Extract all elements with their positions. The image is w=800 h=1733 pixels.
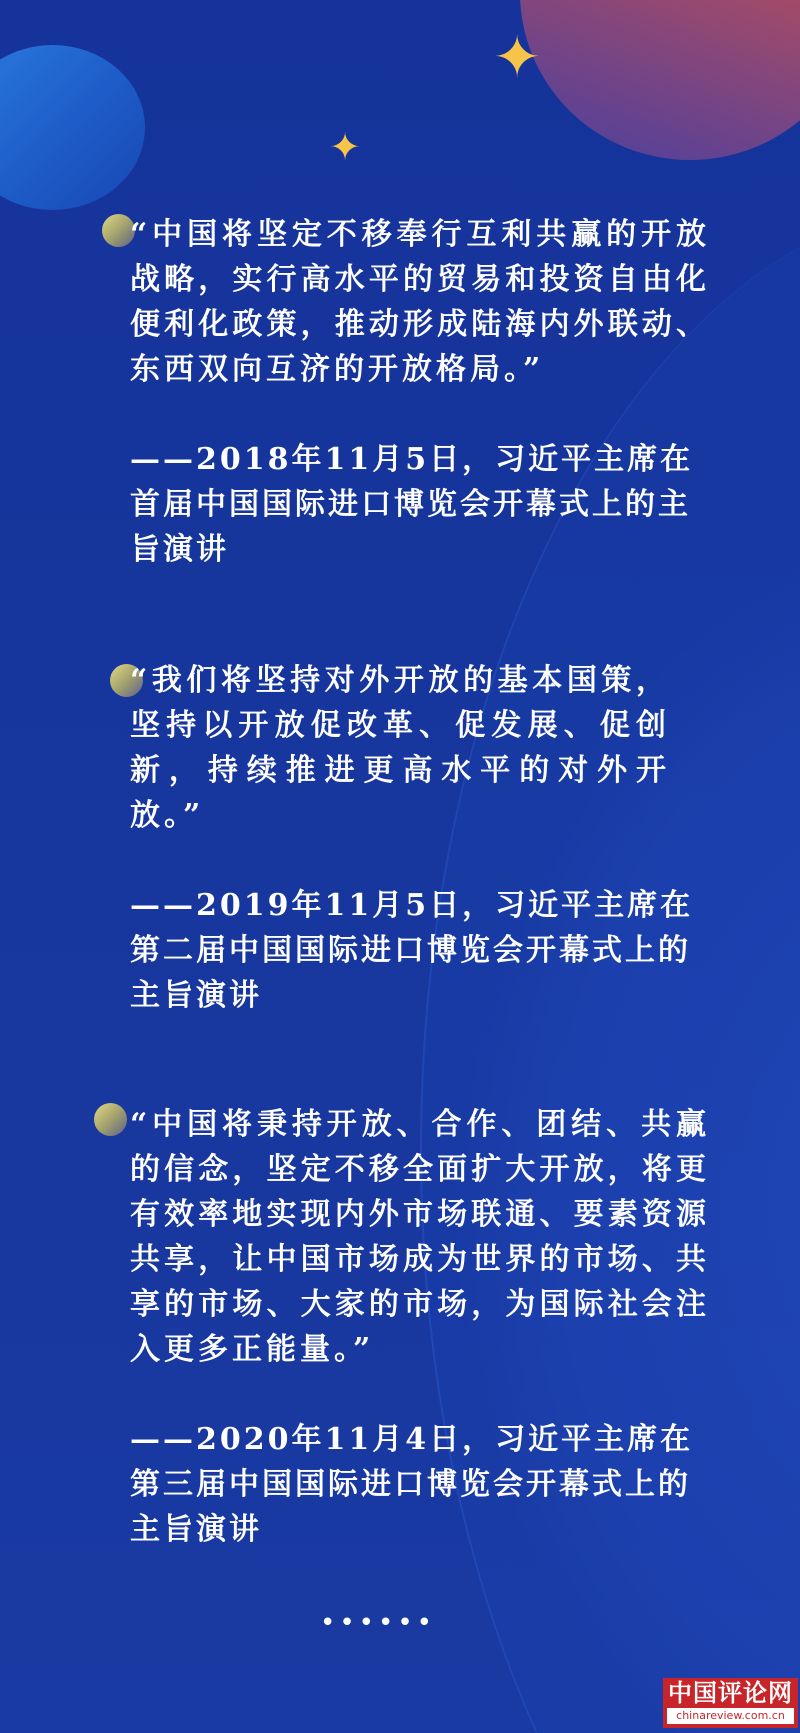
logo-url: chinareview.com.cn (667, 1708, 794, 1724)
quote-text: “中国将坚定不移奉行互利共赢的开放战略，实行高水平的贸易和投资自由化便利化政策，推动形成陆海内外联动、东西双向互济的开放格局。” (130, 217, 710, 387)
star-icon: ✦ (492, 23, 542, 91)
orange-planet-decoration (520, 0, 800, 160)
site-logo (663, 1678, 798, 1728)
quote-source: ——2018年11月5日，习近平主席在首届中国国际进口博览会开幕式上的主旨演讲 (130, 442, 694, 567)
logo-name: 中国评论网 (668, 1678, 793, 1707)
quote-source: ——2019年11月5日，习近平主席在第二届中国国际进口博览会开幕式上的主旨演讲 (130, 888, 694, 1013)
quote-block (130, 1102, 710, 1552)
quote-text: “我们将坚持对外开放的基本国策，坚持以开放促改革、促发展、促创新，持续推进更高水平的对外开放。” (130, 663, 670, 833)
quote-text: “中国将秉持开放、合作、团结、共赢的信念，坚定不移全面扩大开放，将更有效率地实现内外市场联通、要素资源共享，让中国市场成为世界的市场、共享的市场、大家的市场，为国际社会注入更多正能量。” (130, 1107, 710, 1367)
ellipsis-dots: •••••• (320, 1608, 437, 1638)
bullet-dot-icon (94, 1103, 127, 1136)
star-icon: ✦ (329, 125, 361, 169)
quote-block (130, 212, 710, 572)
quote-source: ——2020年11月4日，习近平主席在第三届中国国际进口博览会开幕式上的主旨演讲 (130, 1422, 694, 1547)
quote-block (130, 658, 694, 1018)
blue-planet-decoration (0, 45, 145, 210)
